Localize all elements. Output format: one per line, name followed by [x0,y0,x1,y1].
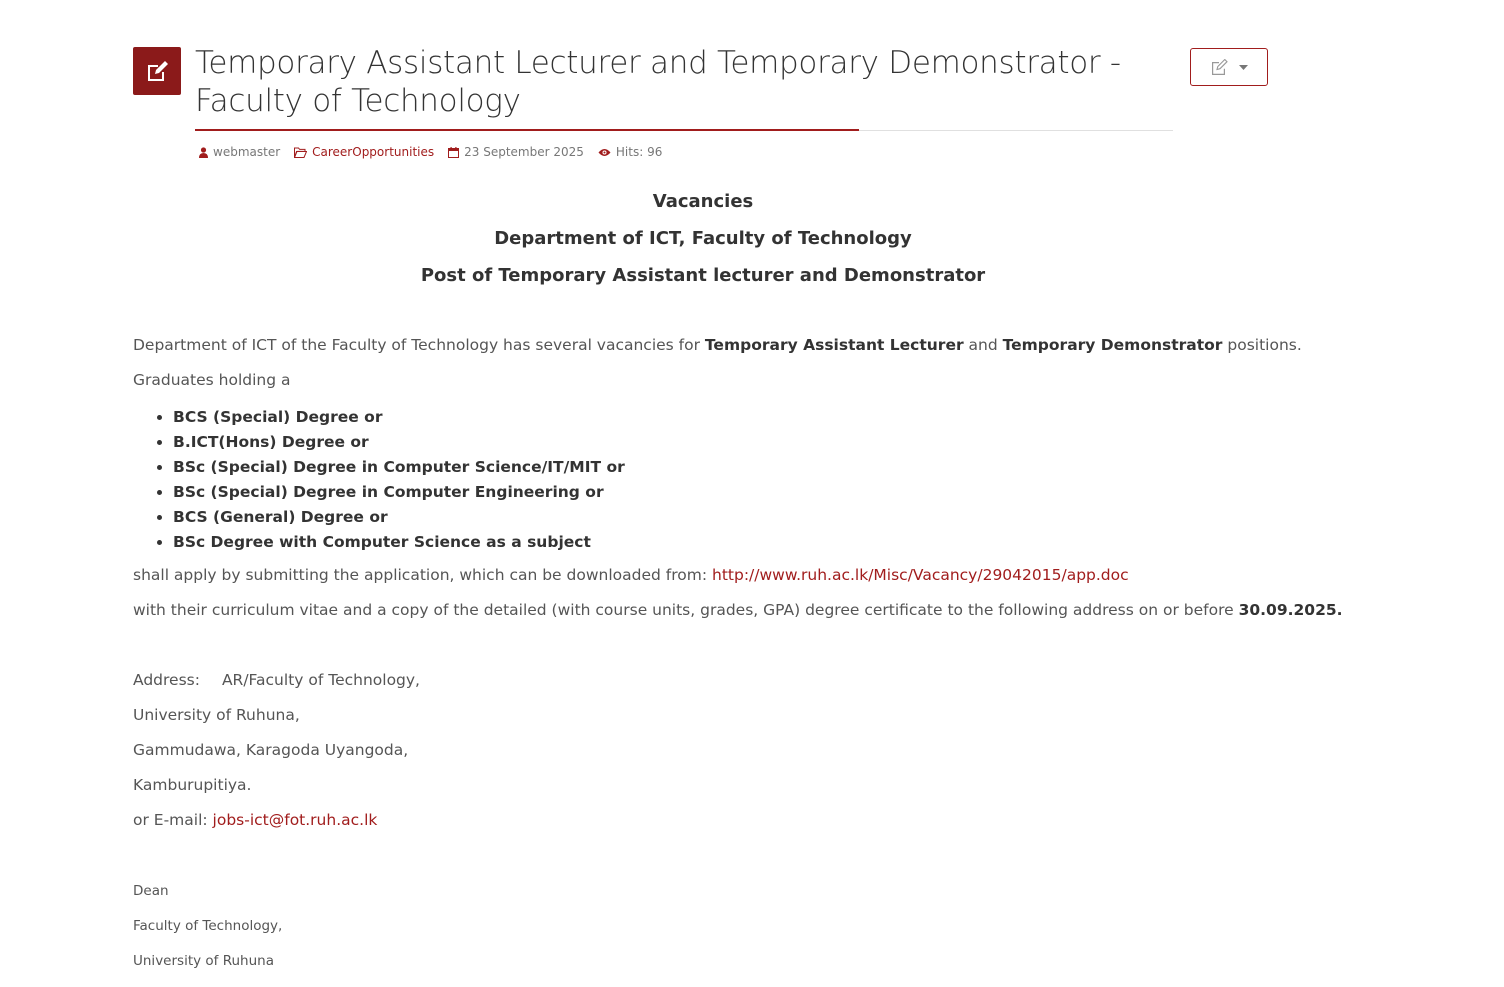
apply-prefix: shall apply by submitting the application, which can be downloaded from: [133,566,712,584]
meta-author [199,145,280,159]
list-item: • BCS (Special) Degree or [173,405,625,430]
heading-department: Department of ICT, Faculty of Technology [494,228,912,249]
eye-icon [598,148,611,157]
application-download-link[interactable]: http://www.ruh.ac.lk/Misc/Vacancy/29042015/app.doc [712,566,1129,584]
edit-icon [145,60,169,82]
degree-list [133,405,625,555]
intro-prefix: Department of ICT of the Faculty of Technology has several vacancies for [133,336,705,354]
meta-category-link[interactable]: CareerOpportunities [312,145,435,159]
signature-line-3: University of Ruhuna [133,953,274,969]
heading-vacancies: Vacancies [652,191,754,212]
edit-icon [1211,59,1229,75]
list-item: • BSc (Special) Degree in Computer Science/IT/MIT or [173,455,625,480]
address-label: Address: [133,671,200,689]
page-title: Temporary Assistant Lecturer and Temporary Demonstrator - Faculty of Technology [195,45,1121,119]
signature-line-1: Dean [133,883,169,899]
intro-paragraph [133,336,1302,354]
address-line-3: Gammudawa, Karagoda Uyangoda, [133,741,409,759]
list-item: • B.ICT(Hons) Degree or [173,430,625,455]
deadline-paragraph [133,601,1343,619]
intro-bold-demonstrator: Temporary Demonstrator [1002,336,1223,354]
graduates-text: Graduates holding a [133,371,291,389]
address-line-2: University of Ruhuna, [133,706,300,724]
email-line [133,811,377,829]
meta-category [294,145,434,159]
calendar-icon [448,147,459,158]
meta-author-name: webmaster [213,145,281,159]
address-line-1-text: AR/Faculty of Technology, [221,671,420,689]
email-prefix: or E-mail: [133,811,213,829]
article-edit-icon [133,47,181,95]
article-tools-dropdown-button[interactable] [1190,48,1268,86]
address-line-1 [133,671,420,689]
apply-paragraph [133,566,1129,584]
address-line-4: Kamburupitiya. [133,776,252,794]
intro-bold-lecturer: Temporary Assistant Lecturer [704,336,964,354]
folder-open-icon [294,147,307,158]
meta-date-text: 23 September 2025 [464,145,584,159]
article-meta [199,145,662,159]
intro-middle: and [963,336,1003,354]
deadline-date: 30.09.2025. [1238,601,1343,619]
heading-post: Post of Temporary Assistant lecturer and Demonstrator [420,265,986,286]
list-item: • BSc Degree with Computer Science as a subject [173,530,625,555]
meta-hits [598,145,662,159]
list-item: • BCS (General) Degree or [173,505,625,530]
deadline-prefix: with their curriculum vitae and a copy of the detailed (with course units, grades, GPA) degree certificate to the following address on or before [133,601,1239,619]
vacancy-headings [133,186,1273,297]
meta-hits-text: Hits: 96 [615,145,663,159]
title-divider-accent [195,129,859,131]
signature-line-2: Faculty of Technology, [133,918,283,934]
user-icon [199,147,208,158]
email-link[interactable]: jobs-ict@fot.ruh.ac.lk [212,811,378,829]
intro-suffix: positions. [1222,336,1302,354]
meta-date [448,145,584,159]
list-item: • BSc (Special) Degree in Computer Engineering or [173,480,625,505]
caret-down-icon [1239,65,1248,70]
